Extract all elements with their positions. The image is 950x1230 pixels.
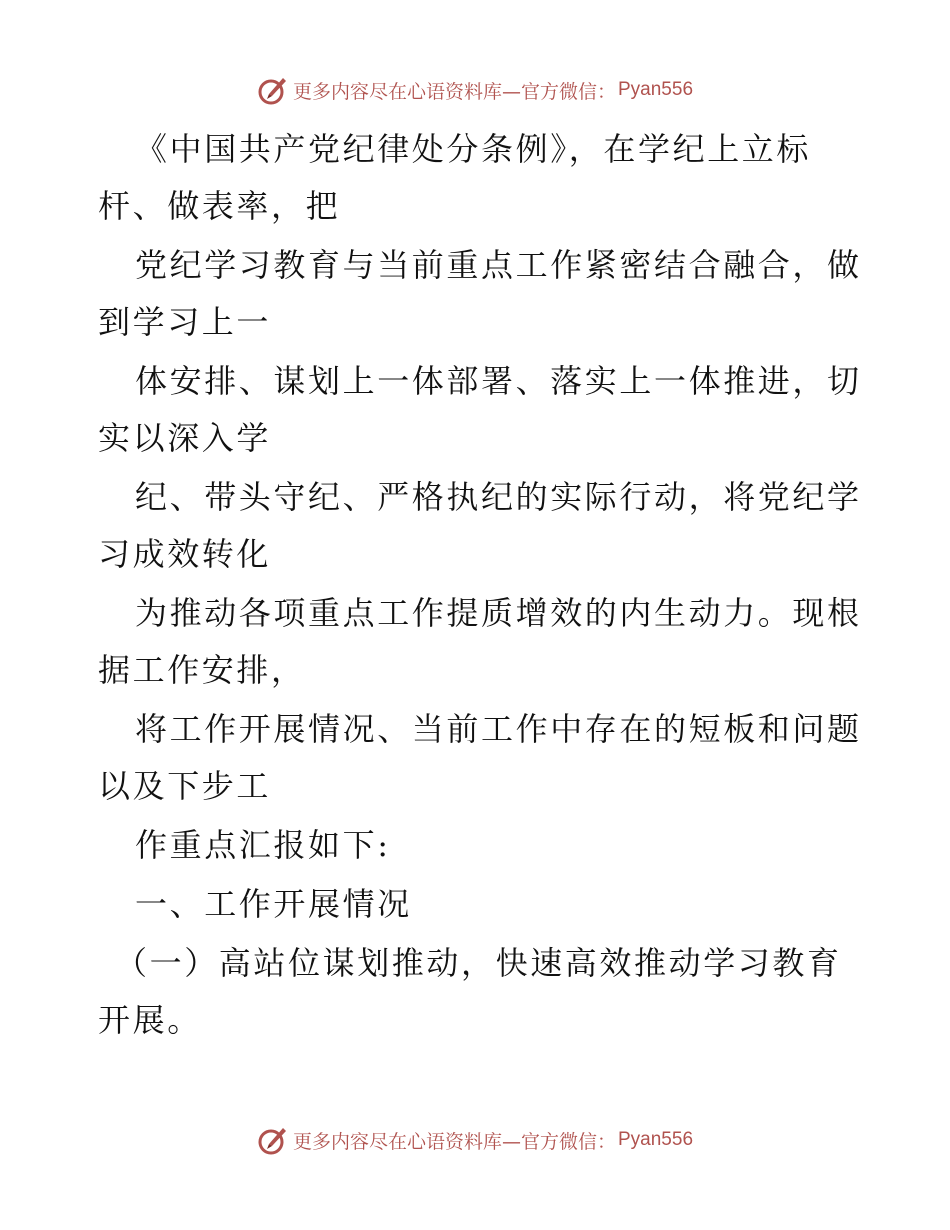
header-text: 更多内容尽在心语资料库—官方微信：	[292, 80, 616, 103]
body-line: 开展。	[98, 1001, 202, 1039]
footer-text: 更多内容尽在心语资料库—官方微信：	[292, 1130, 616, 1153]
footer-wechat-id: Pyan556	[618, 1129, 694, 1150]
footer-banner	[0, 1122, 950, 1158]
pen-nib-circle-icon	[257, 74, 289, 106]
body-line: 《中国共产党纪律处分条例》，在学纪上立标	[135, 130, 812, 168]
body-line: 据工作安排，	[98, 651, 306, 689]
body-line: 到学习上一	[98, 303, 272, 341]
body-line: 实以深入学	[98, 419, 272, 457]
body-line: 以及下步工	[98, 767, 272, 805]
body-line: 纪、带头守纪、严格执纪的实际行动，将党纪学	[135, 478, 862, 516]
header-banner	[0, 72, 950, 108]
subsection-heading: （一）高站位谋划推动，快速高效推动学习教育	[115, 944, 842, 982]
section-heading: 一、工作开展情况	[135, 885, 412, 923]
body-line: 杆、做表率，把	[98, 187, 341, 225]
body-line: 作重点汇报如下:	[135, 826, 391, 864]
header-wechat-id: Pyan556	[618, 79, 694, 100]
body-line: 为推动各项重点工作提质增效的内生动力。现根	[135, 594, 862, 632]
pen-nib-circle-icon	[257, 1124, 289, 1156]
body-line: 体安排、谋划上一体部署、落实上一体推进，切	[135, 362, 862, 400]
body-line: 习成效转化	[98, 535, 272, 573]
body-line: 将工作开展情况、当前工作中存在的短板和问题	[135, 710, 862, 748]
body-line: 党纪学习教育与当前重点工作紧密结合融合，做	[135, 246, 862, 284]
